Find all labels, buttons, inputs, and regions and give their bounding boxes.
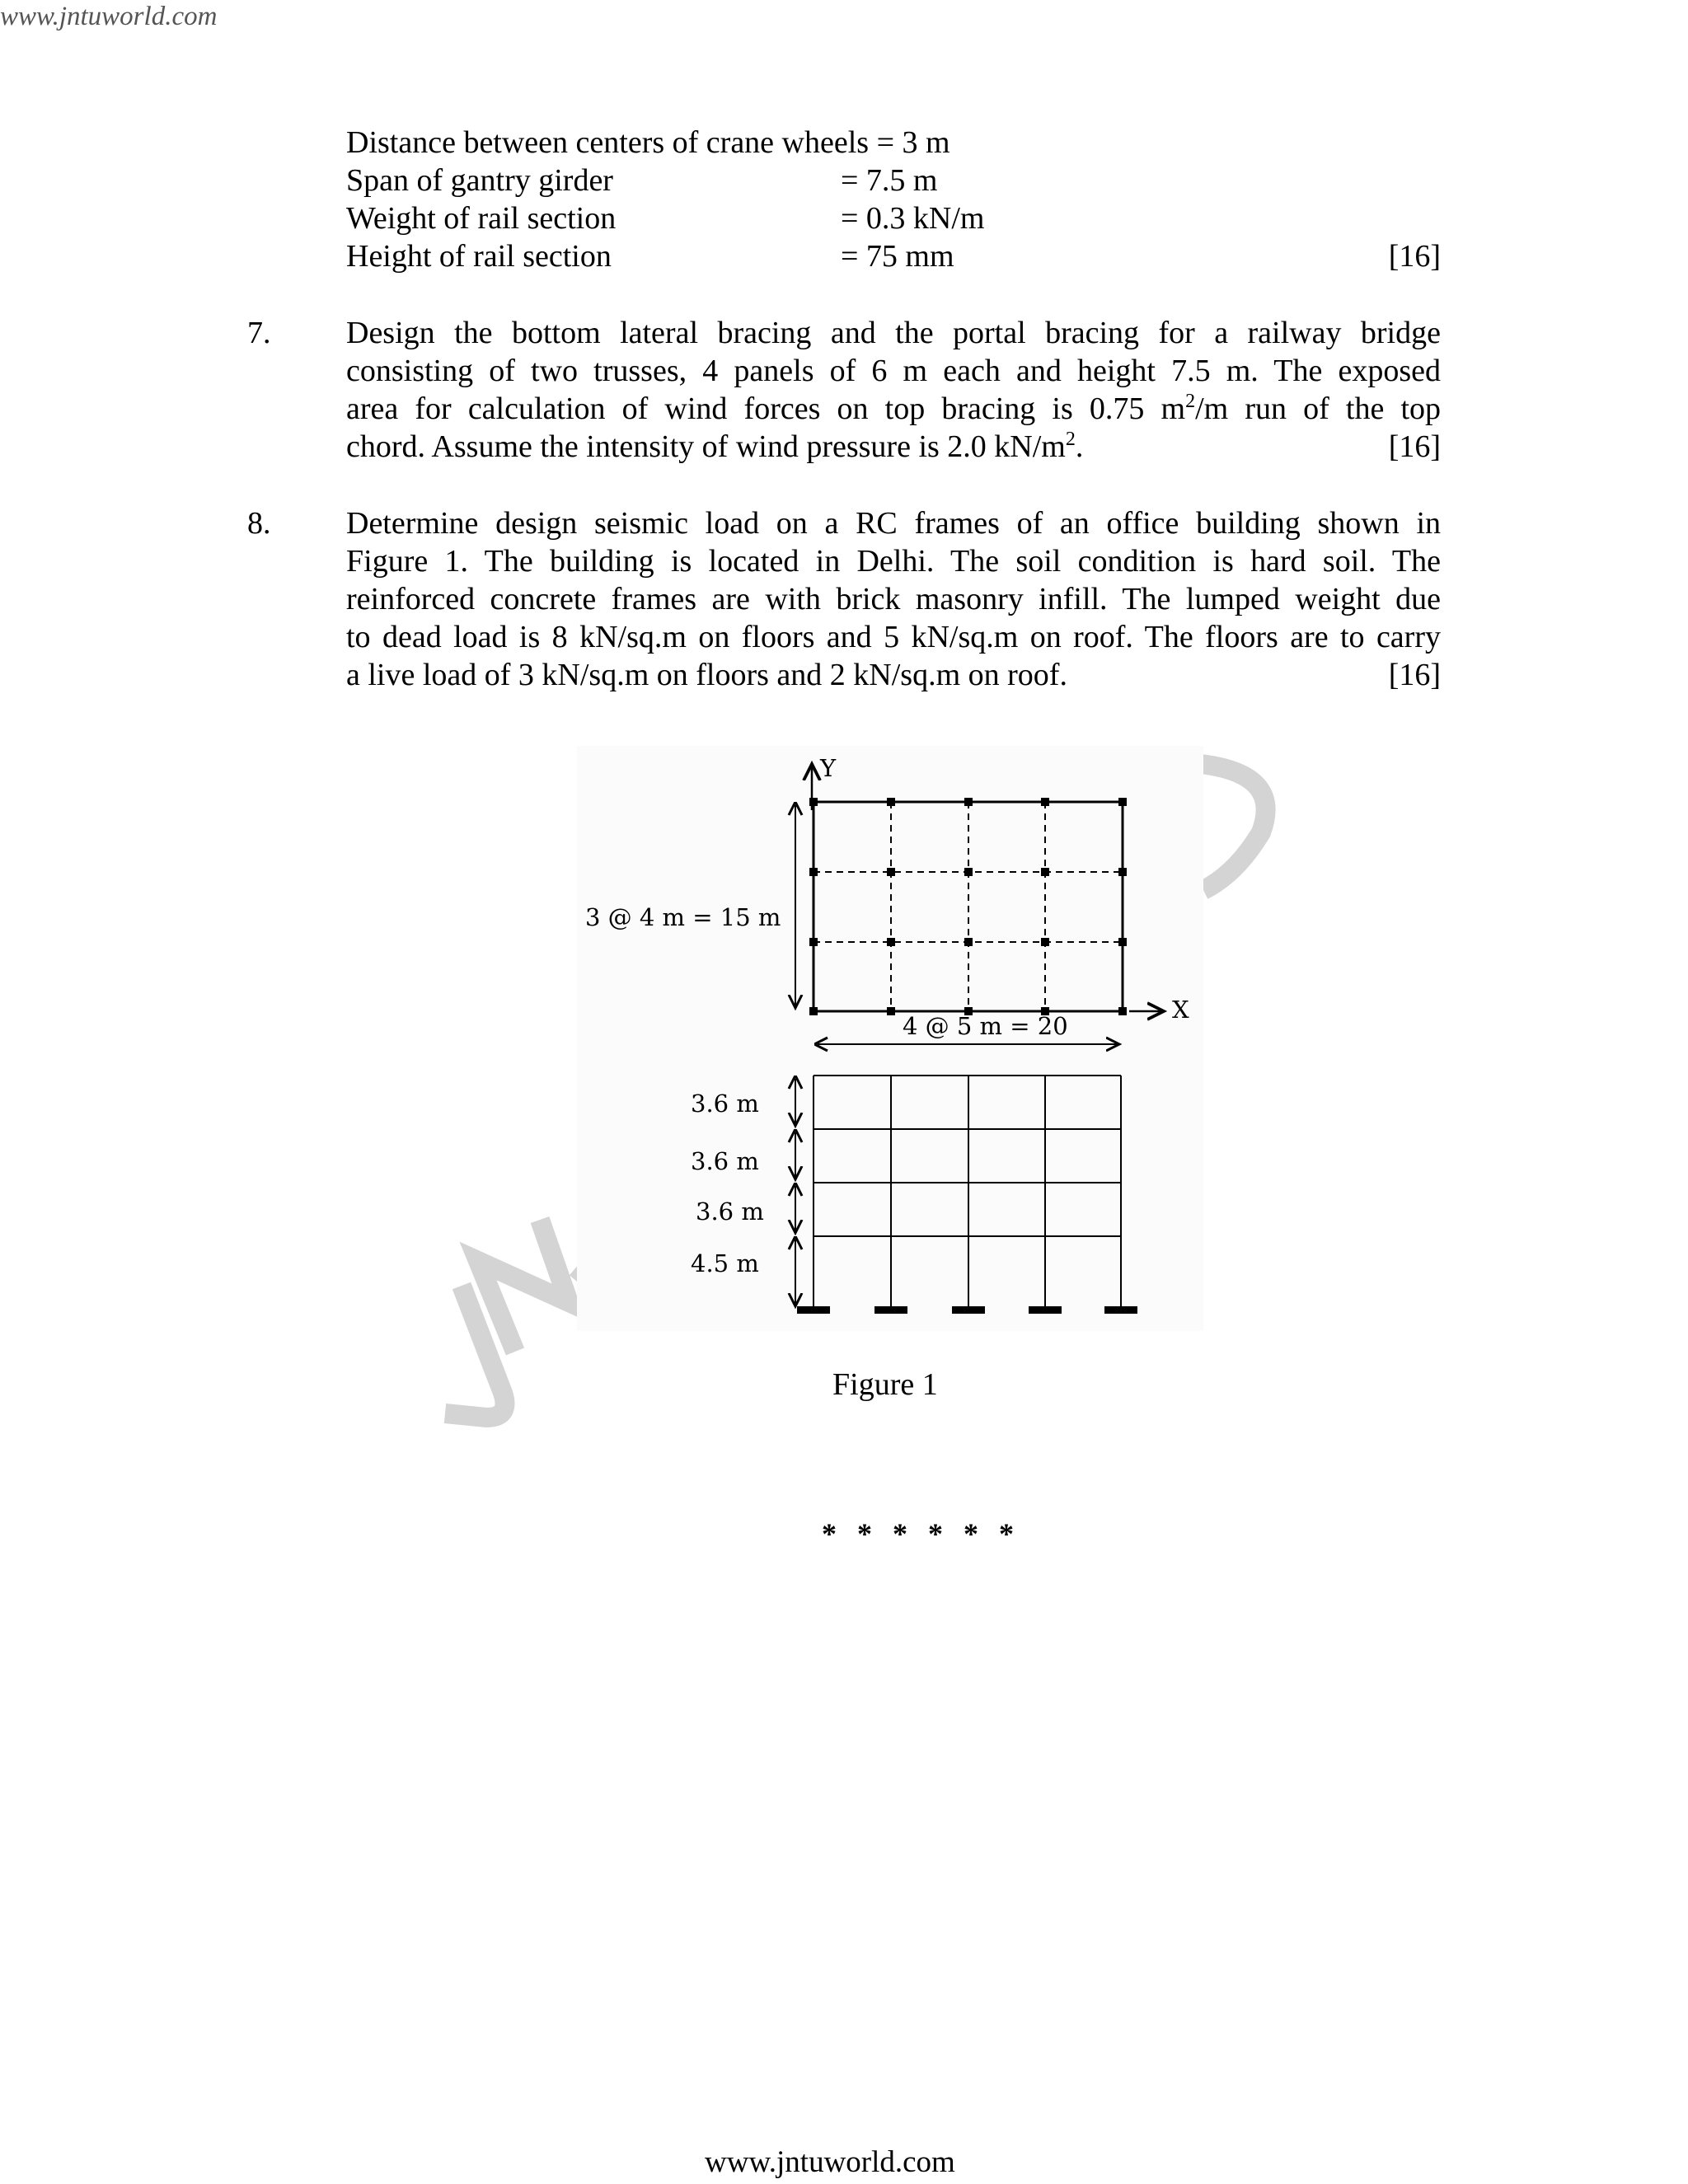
- question-line: Determine design seismic load on a RC frames of an office building shown in: [346, 506, 1441, 541]
- spec-label: Weight of rail section: [346, 201, 617, 236]
- marks-label: [16]: [1388, 429, 1441, 464]
- question-line: Figure 1. The building is located in Delhi. The soil condition is hard soil. The: [346, 544, 1441, 579]
- question-line-text: /m run of the top: [1195, 391, 1442, 426]
- x-axis-label: X: [1172, 996, 1189, 1024]
- column-node: [1118, 868, 1127, 876]
- question-line: consisting of two trusses, 4 panels of 6 m each and height 7.5 m. The exposed: [346, 354, 1441, 388]
- question-line-text: area for calculation of wind forces on top bracing is 0.75 m: [346, 391, 1186, 426]
- marks-label: [16]: [1388, 239, 1441, 274]
- question-line-text: chord. Assume the intensity of wind pressure is 2.0 kN/m: [346, 429, 1066, 464]
- question-line: reinforced concrete frames are with brick masonry infill. The lumped weight due: [346, 582, 1441, 616]
- column-node: [1118, 798, 1127, 806]
- fixed-support: [952, 1306, 985, 1314]
- column-node: [809, 798, 818, 806]
- fixed-support: [1104, 1306, 1137, 1314]
- storey-height-label: 3.6 m: [691, 1147, 759, 1175]
- column-node: [964, 798, 973, 806]
- marks-label: [16]: [1388, 658, 1441, 692]
- column-node: [887, 798, 895, 806]
- figure-caption: Figure 1: [832, 1367, 938, 1402]
- spec-value: = 7.5 m: [841, 163, 938, 198]
- header-url: www.jntuworld.com: [0, 2, 218, 31]
- superscript: 2: [1065, 429, 1076, 450]
- storey-height-label: 3.6 m: [691, 1090, 759, 1118]
- y-axis-label: Y: [820, 754, 837, 782]
- column-node: [1041, 798, 1049, 806]
- fixed-support: [797, 1306, 830, 1314]
- question-line: Design the bottom lateral bracing and the portal bracing for a railway bridge: [346, 316, 1441, 350]
- figure-1: [577, 746, 1203, 1331]
- storey-height-label: 3.6 m: [696, 1197, 764, 1226]
- question-line-text: .: [1075, 429, 1084, 464]
- watermark-letter: [478, 1220, 569, 1352]
- column-node: [1041, 868, 1049, 876]
- plan-width-dimension: 4 @ 5 m = 20: [903, 1012, 1068, 1040]
- column-node: [809, 938, 818, 946]
- question-line-text: a live load of 3 kN/sq.m on floors and 2 kN/sq.m on roof.: [346, 658, 1067, 692]
- question-line: to dead load is 8 kN/sq.m on floors and 5 kN/sq.m on roof. The floors are to carry: [346, 620, 1441, 654]
- column-node: [1118, 938, 1127, 946]
- footer-url: www.jntuworld.com: [705, 2145, 955, 2179]
- column-node: [964, 868, 973, 876]
- superscript: 2: [1185, 391, 1196, 412]
- column-node: [809, 868, 818, 876]
- question-number: 8.: [247, 506, 271, 541]
- plan-height-dimension: 3 @ 4 m = 15 m: [585, 903, 781, 931]
- column-node: [887, 868, 895, 876]
- column-node: [1118, 1007, 1127, 1015]
- fixed-support: [1029, 1306, 1062, 1314]
- end-marker: * * * * * *: [822, 1517, 1020, 1550]
- spec-label: Height of rail section: [346, 239, 612, 274]
- column-node: [887, 938, 895, 946]
- column-node: [1041, 938, 1049, 946]
- question-number: 7.: [247, 316, 271, 350]
- spec-value: = 0.3 kN/m: [841, 201, 985, 236]
- column-node: [964, 938, 973, 946]
- spec-label: Span of gantry girder: [346, 163, 613, 198]
- storey-height-label: 4.5 m: [691, 1249, 759, 1277]
- spec-label: Distance between centers of crane wheels = 3 m: [346, 125, 950, 160]
- fixed-support: [874, 1306, 907, 1314]
- column-node: [809, 1007, 818, 1015]
- spec-value: = 75 mm: [841, 239, 954, 274]
- column-node: [887, 1007, 895, 1015]
